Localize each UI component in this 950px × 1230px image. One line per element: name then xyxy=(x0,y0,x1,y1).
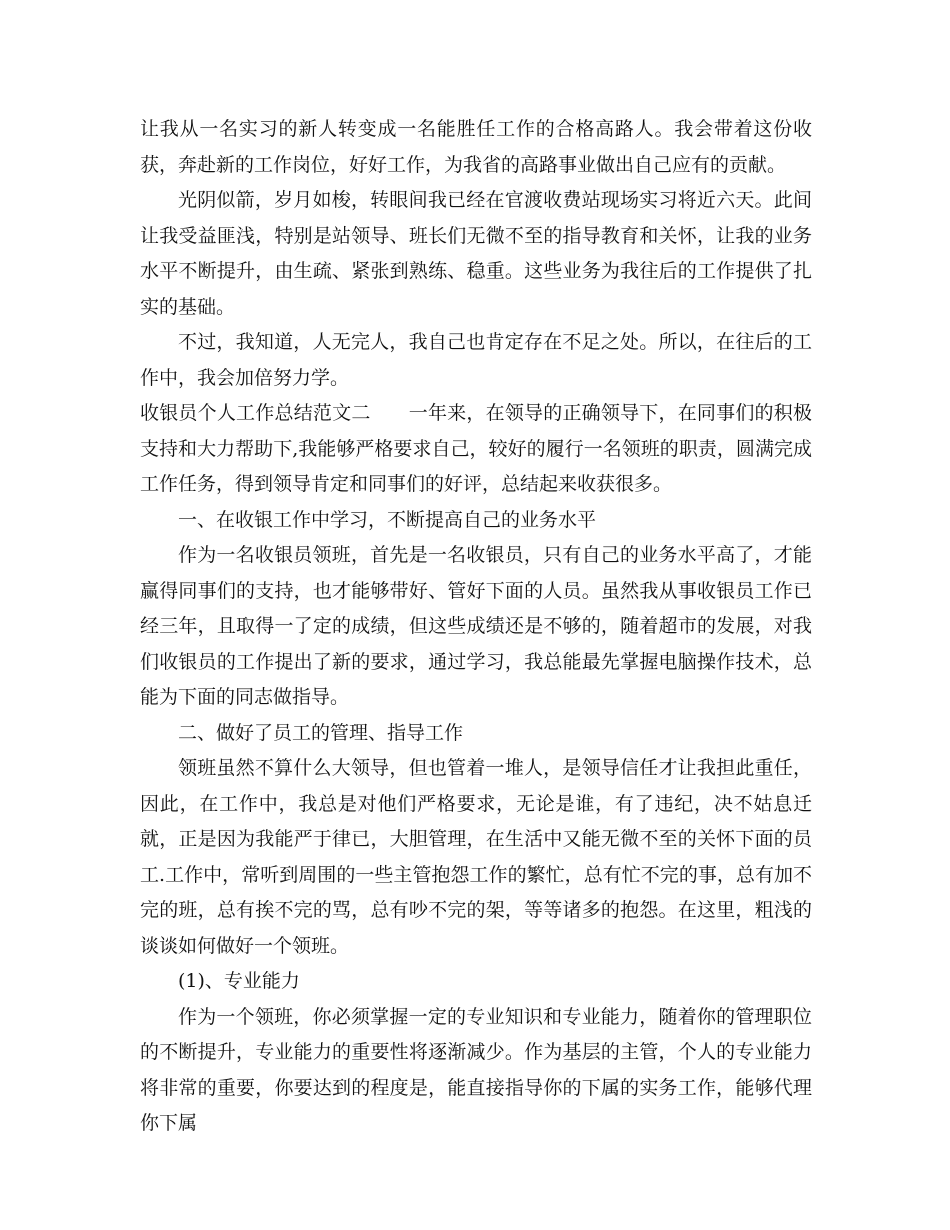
paragraph-3: 不过，我知道，人无完人，我自己也肯定存在不足之处。所以，在往后的工作中，我会加倍努力学。 xyxy=(140,331,812,389)
body-paragraph-2: 领班虽然不算什么大领导，但也管着一堆人，是领导信任才让我担此重任，因此，在工作中，我总是对他们严格要求，无论是谁，有了违纪，决不姑息迁就，正是因为我能严于律已，大胆管理，在生活中又能无微不至的关怀下面的员工.工作中，常听到周围的一些主管抱怨工作的繁忙，总有忙不完的事，总有加不完的班，总有挨不完的骂，总有吵不完的架，等等诸多的抱怨。在这里，粗浅的谈谈如何做好一个领班。 xyxy=(140,757,812,957)
body-paragraph-3: 作为一个领班，你必须掌握一定的专业知识和专业能力，随着你的管理职位的不断提升，专业能力的重要性将逐渐减少。作为基层的主管，个人的专业能力将非常的重要，你要达到的程度是，能直接指导你的下属的实务工作，能够代理你下属 xyxy=(140,1005,812,1134)
heading-3: (1)、专业能力 xyxy=(178,970,300,992)
section-intro: 一年来，在领导的正确领导下，在同事们的积极支持和大力帮助下,我能够严格要求自己，较好的履行一名领班的职责，圆满完成工作任务，得到领导肯定和同事们的好评，总结起来收获很多。 xyxy=(140,402,812,495)
heading-2: 二、做好了员工的管理、指导工作 xyxy=(178,721,464,744)
paragraph-1: 让我从一名实习的新人转变成一名能胜任工作的合格高路人。我会带着这份收获，奔赴新的工作岗位，好好工作，为我省的高路事业做出自己应有的贡献。 xyxy=(140,118,812,176)
heading-1: 一、在收银工作中学习，不断提高自己的业务水平 xyxy=(178,508,597,531)
document-body xyxy=(140,112,812,1142)
section-intro-paragraph xyxy=(140,396,812,503)
paragraph-2: 光阴似箭，岁月如梭，转眼间我已经在官渡收费站现场实习将近六天。此间让我受益匪浅，特别是站领导、班长们无微不至的指导教育和关怀，让我的业务水平不断提升，由生疏、紧张到熟练、稳重。这些业务为我往后的工作提供了扎实的基础。 xyxy=(140,189,812,318)
section-title: 收银员个人工作总结范文二 xyxy=(140,402,371,424)
body-paragraph-1: 作为一名收银员领班，首先是一名收银员，只有自己的业务水平高了，才能赢得同事们的支持，也才能够带好、管好下面的人员。虽然我从事收银员工作已经三年，且取得一了定的成绩，但这些成绩还是不够的，随着超市的发展，对我们收银员的工作提出了新的要求，通过学习，我总能最先掌握电脑操作技术，总能为下面的同志做指导。 xyxy=(140,544,812,708)
